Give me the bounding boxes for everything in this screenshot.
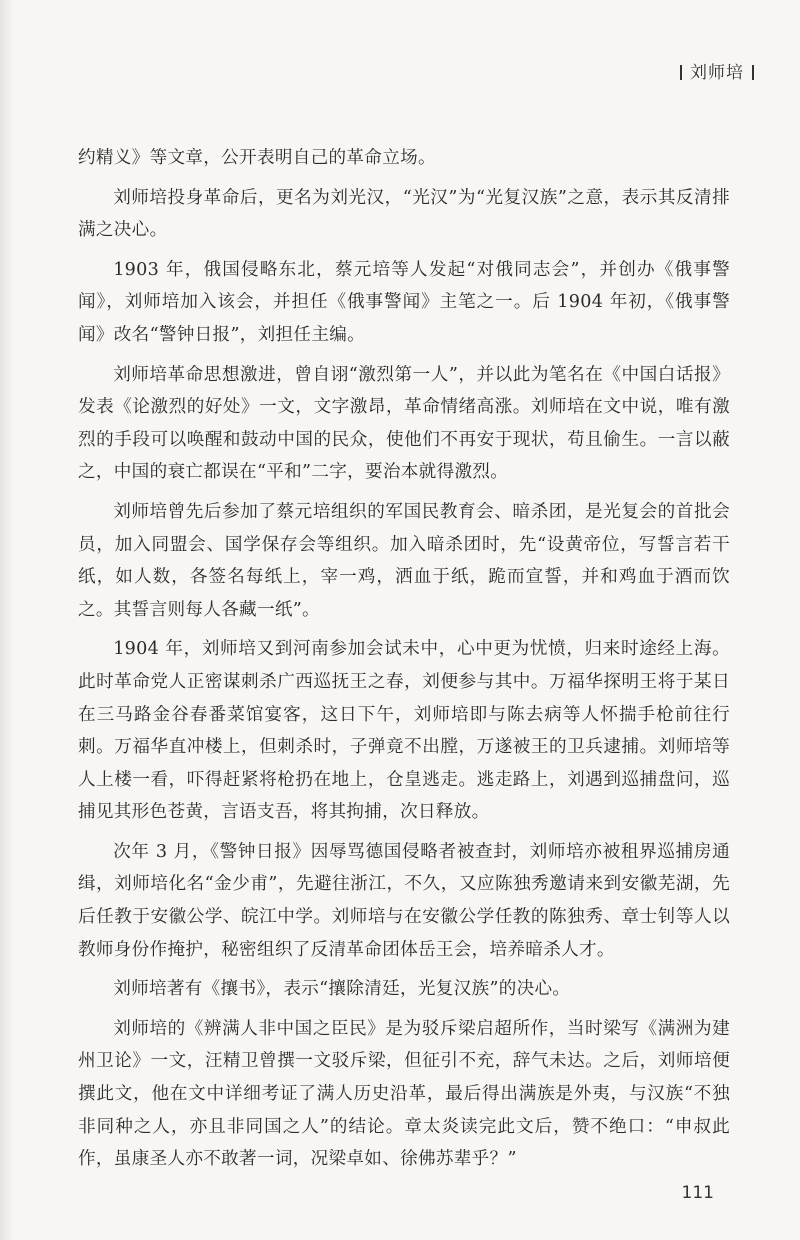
- paragraph: 1903 年，俄国侵略东北，蔡元培等人发起“对俄同志会”，并创办《俄事警闻》，刘师培加入该会，并担任《俄事警闻》主笔之一。后 1904 年初，《俄事警闻》改名“警钟日报”，刘担任主编。: [78, 259, 730, 345]
- paragraph: 刘师培著有《攘书》，表示“攘除清廷，光复汉族”的决心。: [113, 979, 571, 1000]
- header-left-bar: [680, 65, 682, 80]
- paragraph: 刘师培革命思想激进，曾自诩“激烈第一人”，并以此为笔名在《中国白话报》发表《论激烈的好处》一文，文字激昂，革命情绪高涨。刘师培在文中说，唯有激烈的手段可以唤醒和鼓动中国的民众，使他们不再安于现状，苟且偷生。一言以蔽之，中国的衰亡都误在“平和”二字，要治本就得激烈。: [78, 364, 730, 483]
- paragraph: 次年 3 月，《警钟日报》因辱骂德国侵略者被查封，刘师培亦被租界巡捕房通缉，刘师培化名“金少甫”，先避往浙江，不久，又应陈独秀邀请来到安徽芜湖，先后任教于安徽公学、皖江中学。刘师培与在安徽公学任教的陈独秀、章士钊等人以教师身份作掩护，秘密组织了反清革命团体岳王会，培养暗杀人才。: [78, 841, 730, 960]
- body-text: [78, 142, 730, 1183]
- paragraph: 刘师培的《辨满人非中国之臣民》是为驳斥梁启超所作，当时梁写《满洲为建州卫论》一文，汪精卫曾撰一文驳斥梁，但征引不充，辞气未达。之后，刘师培便撰此文，他在文中详细考证了满人历史沿革，最后得出满族是外夷，与汉族“不独非同种之人，亦且非同国之人”的结论。章太炎读完此文后，赞不绝口：“申叔此作，虽康圣人亦不敢著一词，况梁卓如、徐佛苏辈乎？”: [78, 1018, 730, 1170]
- header-right-bar: [752, 65, 754, 80]
- page-edge-shadow: [0, 0, 14, 1240]
- page-number: 111: [681, 1183, 714, 1203]
- paragraph: 1904 年，刘师培又到河南参加会试未中，心中更为忧愤，归来时途经上海。此时革命党人正密谋刺杀广西巡抚王之春，刘便参与其中。万福华探明王将于某日在三马路金谷春番菜馆宴客，这日下午，刘师培即与陈去病等人怀揣手枪前往行刺。万福华直冲楼上，但刺杀时，子弹竟不出膛，万遂被王的卫兵逮捕。刘师培等人上楼一看，吓得赶紧将枪扔在地上，仓皇逃走。逃走路上，刘遇到巡捕盘问，巡捕见其形色苍黄，言语支吾，将其拘捕，次日释放。: [78, 639, 730, 823]
- running-header: [672, 58, 762, 83]
- paragraph: 刘师培曾先后参加了蔡元培组织的军国民教育会、暗杀团，是光复会的首批会员，加入同盟会、国学保存会等组织。加入暗杀团时，先“设黄帝位，写誓言若干纸，如人数，各签名每纸上，宰一鸡，洒血于纸，跪而宣誓，并和鸡血于酒而饮之。其誓言则每人各藏一纸”。: [78, 501, 730, 620]
- paragraph: 刘师培投身革命后，更名为刘光汉，“光汉”为“光复汉族”之意，表示其反清排满之决心。: [78, 187, 730, 241]
- running-title: 刘师培: [690, 63, 744, 83]
- paragraph: 约精义》等文章，公开表明自己的革命立场。: [78, 148, 436, 168]
